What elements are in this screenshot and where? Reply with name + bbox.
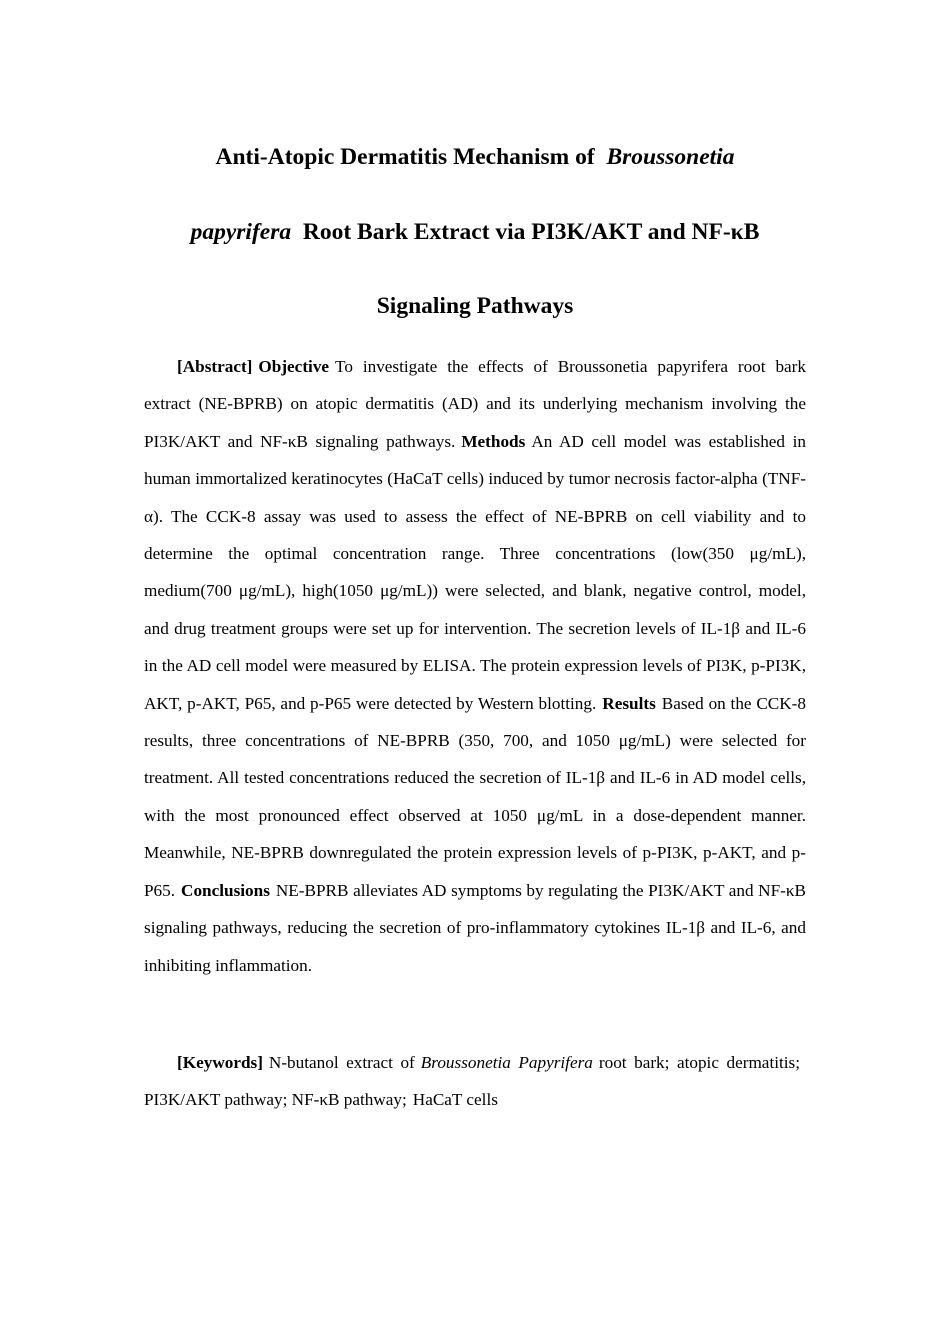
title-text-part1: Anti-Atopic Dermatitis Mechanism of bbox=[215, 144, 595, 170]
title-text-part3: Signaling Pathways bbox=[376, 293, 574, 319]
abstract-paragraph bbox=[144, 348, 806, 984]
title-line-3 bbox=[144, 269, 806, 344]
objective-text: To investigate the effects of Broussonetia papyrifera root bark extract (NE-BPRB) on atopic dermatitis (AD) and its underlying mechanism involving the PI3K/AKT and NF-κB signaling pathways. bbox=[144, 357, 806, 451]
title-line-2 bbox=[144, 195, 806, 270]
title-species-genus: Broussonetia bbox=[606, 144, 735, 170]
keyword-3: HaCaT cells bbox=[412, 1090, 498, 1110]
methods-label: Methods bbox=[461, 431, 526, 451]
title-species-epithet: papyrifera bbox=[190, 218, 292, 245]
keyword-1-prefix: N-butanol extract of bbox=[268, 1053, 415, 1072]
methods-text: An AD cell model was established in human immortalized keratinocytes (HaCaT cells) induced by tumor necrosis factor-alpha (TNF-α). The CCK-8 assay was used to assess the effect of NE-BPRB on cell viability and to determine the optimal concentration range. Three concentrations (low(350 μg/mL), medium(700 μg/mL), high(1050 μg/mL)) were selected, and blank, negative control, model, and drug treatment groups were set up for intervention. The secretion levels of IL-1β and IL-6 in the AD cell model were measured by ELISA. The protein expression levels of PI3K, p-PI3K, AKT, p-AKT, P65, and p-P65 were detected by Western blotting. bbox=[144, 431, 806, 713]
results-text: Based on the CCK-8 results, three concentrations of NE-BPRB (350, 700, and 1050 μg/mL) were selected for treatment. All tested concentrations reduced the secretion of IL-1β and IL-6 in AD model cells, with the most pronounced effect observed at 1050 μg/mL in a dose-dependent manner. Meanwhile, NE-BPRB downregulated the protein expression levels of p-PI3K, p-AKT, and p-P65. bbox=[144, 693, 806, 900]
title-line-1 bbox=[144, 120, 806, 195]
keywords-label: [Keywords] bbox=[177, 1053, 263, 1072]
objective-label: Objective bbox=[258, 357, 330, 376]
keyword-1-suffix: root bark; atopic dermatitis; bbox=[598, 1053, 801, 1072]
results-label: Results bbox=[602, 693, 656, 713]
abstract-label: [Abstract] bbox=[177, 357, 253, 376]
keyword-2: PI3K/AKT pathway; NF-κB pathway; bbox=[144, 1090, 407, 1110]
keyword-1-species: Broussonetia Papyrifera bbox=[420, 1053, 593, 1072]
paper-title bbox=[144, 120, 806, 344]
conclusions-label: Conclusions bbox=[181, 880, 270, 900]
keywords-paragraph bbox=[144, 1044, 806, 1119]
conclusions-text: NE-BPRB alleviates AD symptoms by regulating the PI3K/AKT and NF-κB signaling pathways, reducing the secretion of pro-inflammatory cytokines IL-1β and IL-6, and inhibiting inflammation. bbox=[144, 880, 806, 975]
title-text-part2: Root Bark Extract via PI3K/AKT and NF-κB bbox=[302, 218, 760, 245]
